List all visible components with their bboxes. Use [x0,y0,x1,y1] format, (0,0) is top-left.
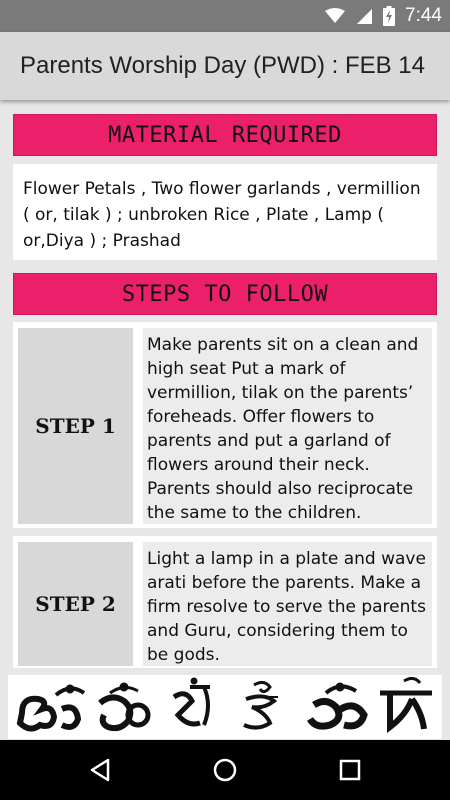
content-area[interactable] [0,100,450,740]
recents-icon[interactable] [336,756,364,784]
back-icon[interactable] [86,756,114,784]
navigation-bar [0,740,450,800]
step-text: Light a lamp in a plate and wave arati before the parents. Make a firm resolve to serve the parents and Guru, considering them to be gods. [143,542,432,666]
app-bar [0,32,450,100]
signal-icon [355,7,373,25]
status-icons [325,0,442,32]
status-time: 7:44 [405,5,442,26]
step-label: STEP 2 [18,542,133,666]
step-card [13,536,437,668]
app-title: Parents Worship Day (PWD) : FEB 14 [20,52,425,79]
step-label: STEP 1 [18,328,133,524]
step-card [13,322,437,528]
steps-header: STEPS TO FOLLOW [13,273,437,315]
wifi-icon [325,8,345,24]
material-text: Flower Petals , Two flower garlands , vermillion ( or, tilak ) ; unbroken Rice , Plate , Lamp ( or,Diya ) ; Prashad [13,164,437,260]
status-bar [0,0,450,32]
material-header: MATERIAL REQUIRED [13,114,437,156]
home-icon[interactable] [211,756,239,784]
battery-charging-icon [383,6,395,26]
om-symbols-banner [8,675,442,739]
step-text: Make parents sit on a clean and high seat Put a mark of vermillion, tilak on the parents’ foreheads. Offer flowers to parents and put a garland of flowers around their neck. Parents should also reciprocate the same to the children. [143,328,432,524]
om-symbols-icon [8,675,442,739]
